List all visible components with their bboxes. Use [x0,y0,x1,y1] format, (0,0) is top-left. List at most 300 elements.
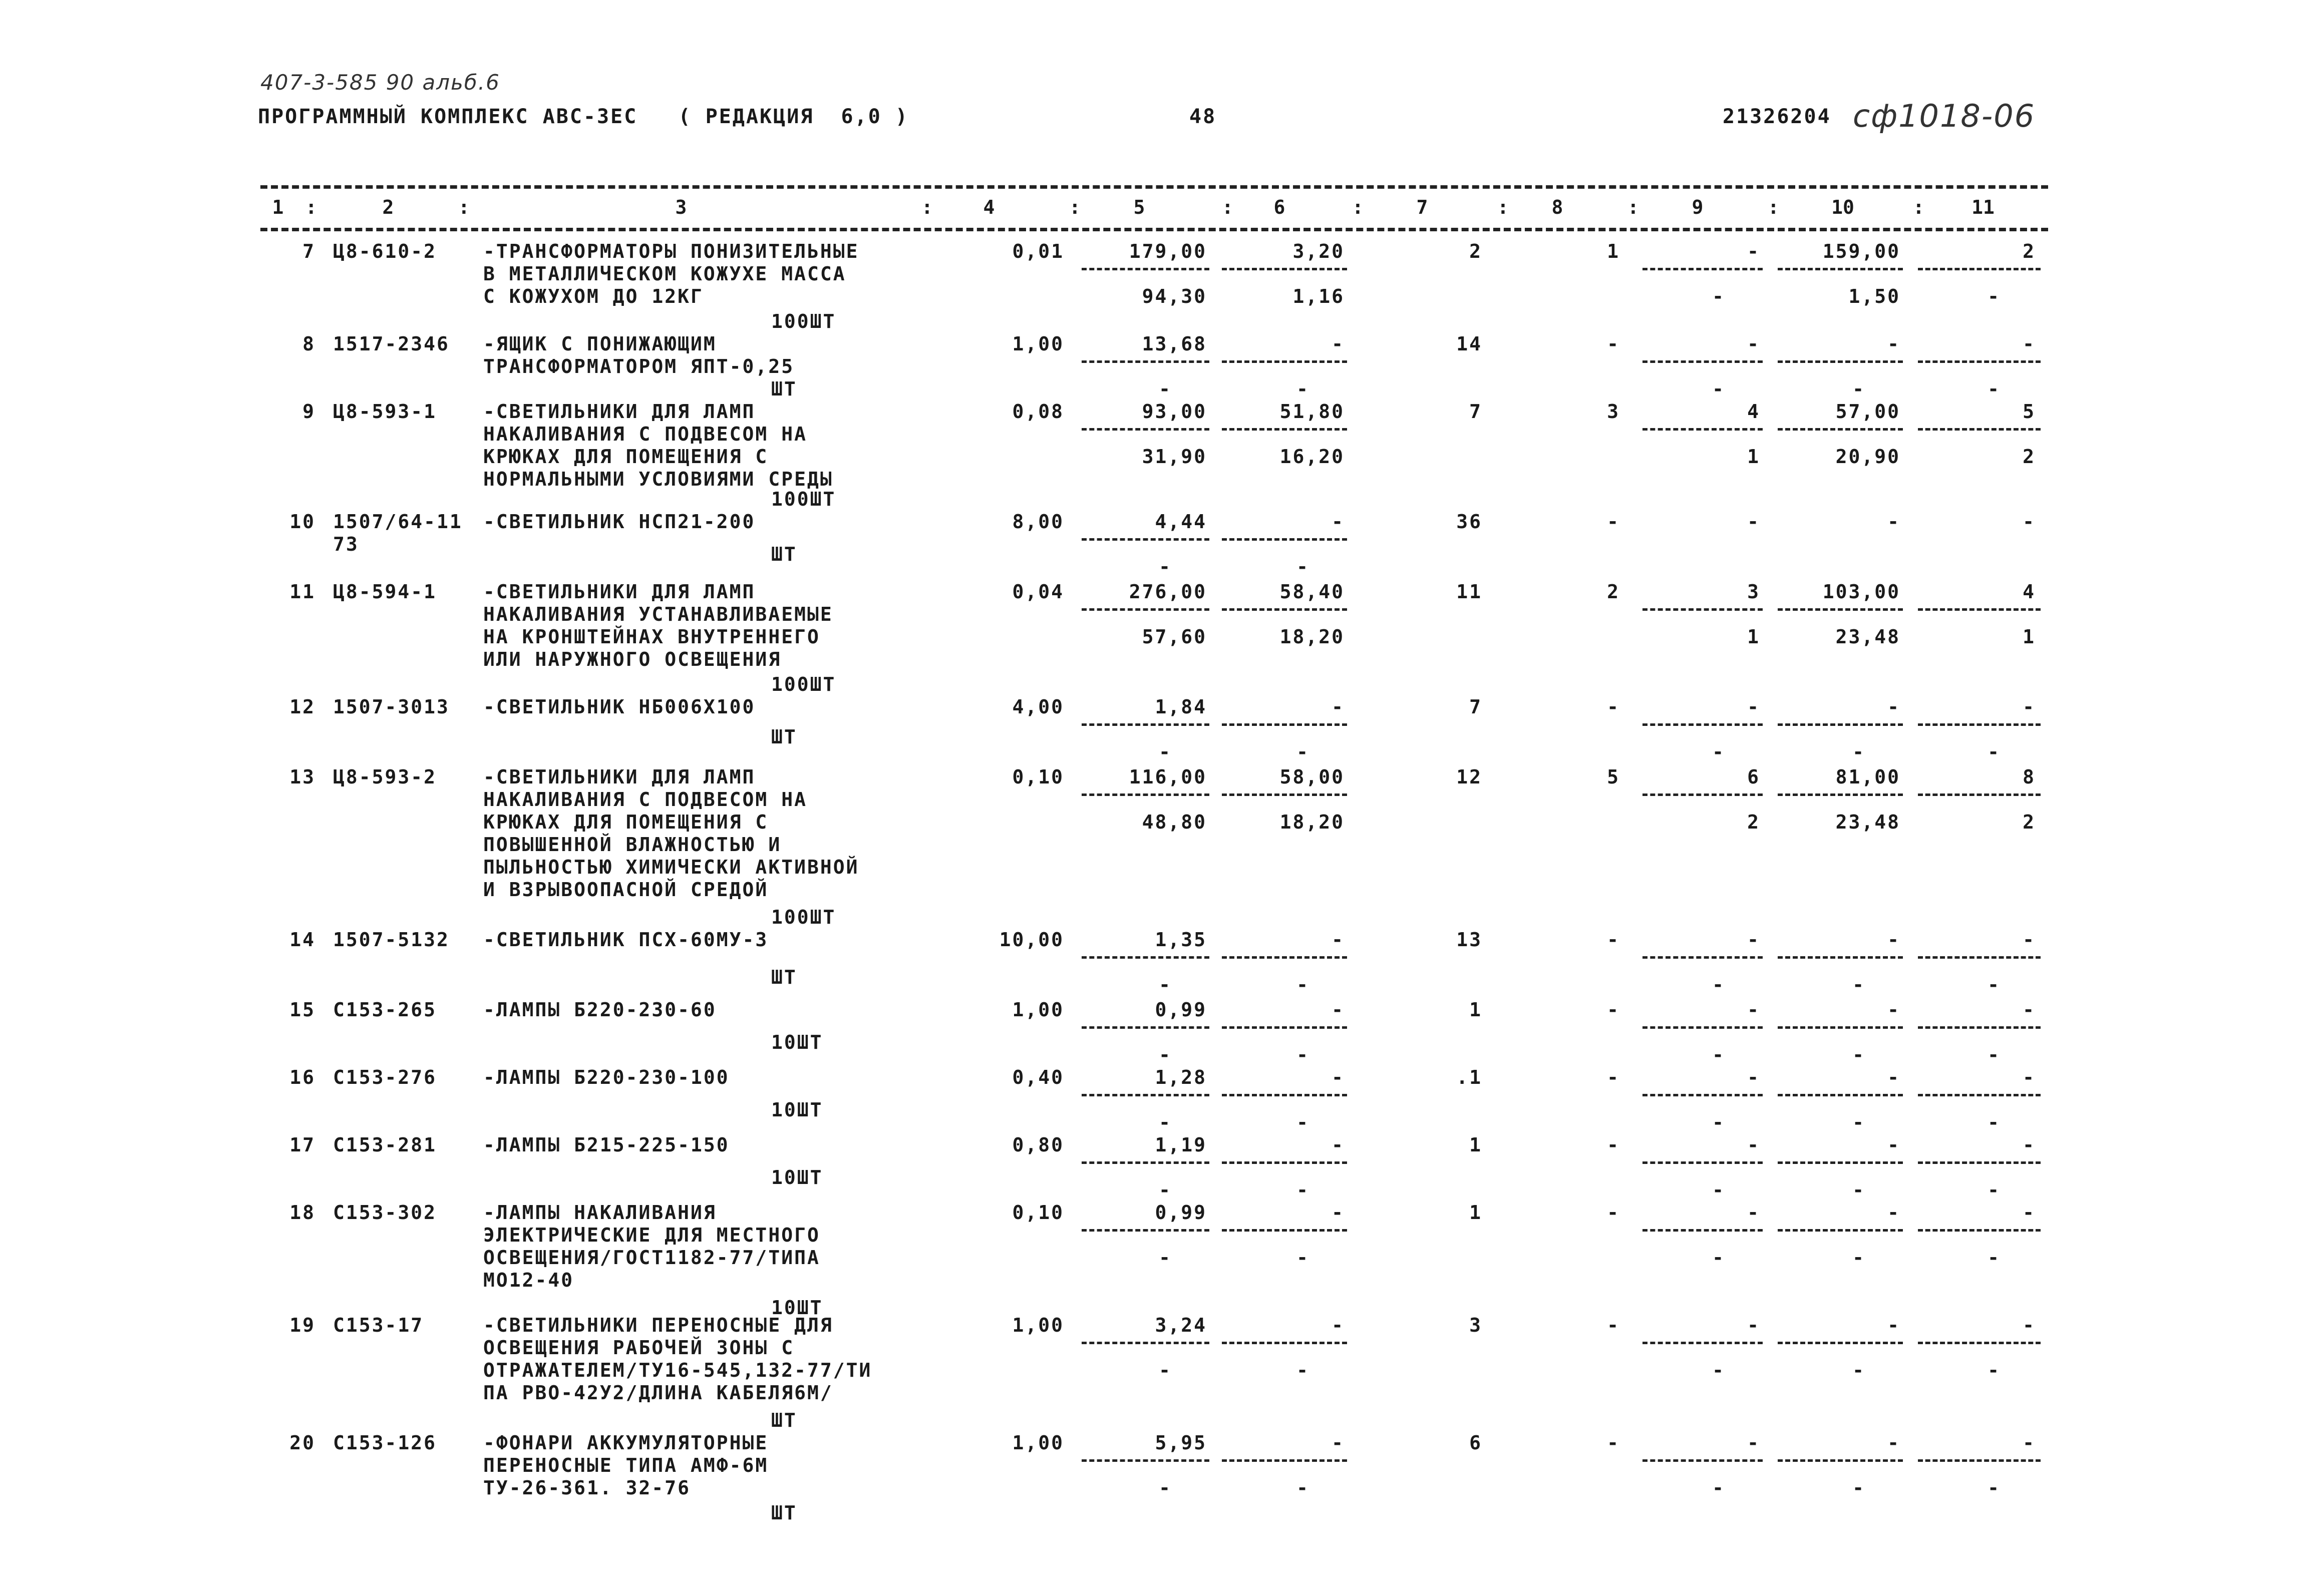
cell-divider [1222,268,1347,270]
row-description: -ЛАМПЫ НАКАЛИВАНИЯ ЭЛЕКТРИЧЕСКИЕ ДЛЯ МЕСТНОГО ОСВЕЩЕНИЯ/ГОСТ1182-77/ТИПА МО12-40 [483,1202,820,1291]
cell-c7: 14 [1456,333,1482,355]
cell-c5: 1,35 [1155,929,1207,951]
row-code: С153-265 [333,999,437,1021]
cell-divider [1642,428,1763,431]
row-number: 16 [289,1066,315,1088]
cell-divider [1082,1229,1209,1232]
cell-c9b: - [1712,1111,1725,1133]
cell-c5: 0,99 [1155,999,1207,1021]
cell-divider [1082,268,1209,270]
cell-c9b: - [1712,1247,1725,1269]
cell-divider [1222,1459,1347,1462]
column-header-5: 5 [1133,196,1145,218]
cell-c11: 4 [2023,581,2036,603]
column-header-4: 4 [983,196,995,218]
cell-divider [1082,793,1209,796]
cell-divider [1082,428,1209,431]
cell-c8: - [1607,696,1620,718]
cell-c10b: - [1852,1111,1865,1133]
column-header-10: 10 [1831,196,1854,218]
cell-c6b: - [1296,1111,1309,1133]
cell-c10: - [1887,1314,1900,1336]
cell-divider [1918,1342,2041,1344]
column-header-2: 2 [382,196,394,218]
row-unit: ШТ [771,378,797,400]
cell-c8: - [1607,1432,1620,1454]
cell-divider [1642,1161,1763,1164]
cell-c6b: 16,20 [1279,446,1345,468]
cell-c7: .1 [1456,1066,1482,1088]
cell-divider [1082,538,1209,541]
cell-c11: - [2023,1314,2036,1336]
cell-divider [1918,268,2041,270]
cell-divider [1222,1229,1347,1232]
cell-c4: 0,10 [1012,1202,1064,1224]
cell-divider [1778,723,1903,726]
row-code: 1507/64-11 73 [333,511,463,555]
cell-divider [1082,1459,1209,1462]
cell-c10: 159,00 [1822,240,1900,262]
cell-c10b: - [1852,974,1865,996]
cell-c5: 276,00 [1129,581,1207,603]
cell-c10b: - [1852,378,1865,400]
cell-c10: 103,00 [1822,581,1900,603]
cell-c10b: - [1852,741,1865,763]
cell-c6b: - [1296,1179,1309,1201]
column-separator: : [458,196,470,218]
cell-c6: 3,20 [1292,240,1345,262]
cell-c9: - [1747,1432,1760,1454]
row-description: -ФОНАРИ АККУМУЛЯТОРНЫЕ ПЕРЕНОСНЫЕ ТИПА АМФ-6М ТУ-26-361. 32-76 [483,1432,769,1499]
cell-c11: - [2023,696,2036,718]
cell-c4: 1,00 [1012,1432,1064,1454]
row-description: -СВЕТИЛЬНИКИ ДЛЯ ЛАМП НАКАЛИВАНИЯ УСТАНАВЛИВАЕМЫЕ НА КРОНШТЕЙНАХ ВНУТРЕННЕГО ИЛИ НАРУЖНОГО ОСВЕЩЕНИЯ [483,581,833,670]
cell-c11b: - [1988,1359,2001,1381]
cell-divider [1222,1342,1347,1344]
cell-divider [1642,1026,1763,1029]
cell-c11: - [2023,929,2036,951]
row-number: 8 [302,333,315,355]
cell-c11b: - [1988,974,2001,996]
cell-c4: 1,00 [1012,333,1064,355]
cell-divider [1222,360,1347,363]
cell-c7: 2 [1469,240,1482,262]
row-code: Ц8-594-1 [333,581,437,603]
cell-divider [1082,723,1209,726]
cell-c6: 58,40 [1279,581,1345,603]
cell-c10b: - [1852,1359,1865,1381]
cell-divider [1642,1459,1763,1462]
cell-c10: - [1887,929,1900,951]
row-number: 12 [289,696,315,718]
cell-c6b: - [1296,556,1309,578]
cell-c9b: - [1712,285,1725,307]
cell-c6: - [1332,1134,1345,1156]
column-separator: : [1222,196,1233,218]
cell-c10b: 20,90 [1835,446,1900,468]
cell-divider [1222,1094,1347,1096]
cell-c9: - [1747,1314,1760,1336]
cell-c5b: 94,30 [1142,285,1207,307]
cell-divider [1918,956,2041,959]
cell-divider [1918,1161,2041,1164]
cell-divider [1778,1161,1903,1164]
cell-c10b: - [1852,1179,1865,1201]
cell-divider [1778,1094,1903,1096]
row-description: -СВЕТИЛЬНИК ПСХ-60МУ-3 [483,929,769,951]
cell-c8: 2 [1607,581,1620,603]
cell-c11b: - [1988,1247,2001,1269]
cell-c6b: - [1296,1477,1309,1499]
row-description: -СВЕТИЛЬНИКИ ДЛЯ ЛАМП НАКАЛИВАНИЯ С ПОДВЕСОМ НА КРЮКАХ ДЛЯ ПОМЕЩЕНИЯ С НОРМАЛЬНЫМИ УСЛОВИЯМИ СРЕДЫ [483,401,833,490]
row-number: 14 [289,929,315,951]
cell-c9b: - [1712,1044,1725,1066]
row-number: 11 [289,581,315,603]
row-number: 7 [302,240,315,262]
cell-c8: 1 [1607,240,1620,262]
cell-c6: - [1332,1066,1345,1088]
cell-c9b: 2 [1747,811,1760,833]
row-code: Ц8-593-1 [333,401,437,423]
cell-c5: 179,00 [1129,240,1207,262]
cell-c5b: - [1159,974,1172,996]
cell-c11b: - [1988,1044,2001,1066]
cell-c11b: - [1988,1477,2001,1499]
cell-c9: - [1747,696,1760,718]
table-row [0,240,2307,332]
cell-c8: 3 [1607,401,1620,423]
cell-c9: - [1747,999,1760,1021]
cell-divider [1642,956,1763,959]
cell-divider [1642,1342,1763,1344]
cell-c9: 4 [1747,401,1760,423]
cell-c7: 3 [1469,1314,1482,1336]
cell-divider [1918,723,2041,726]
cell-c11: - [2023,511,2036,533]
cell-c7: 1 [1469,1202,1482,1224]
cell-c6b: - [1296,1247,1309,1269]
cell-divider [1918,1229,2041,1232]
cell-c7: 36 [1456,511,1482,533]
table-row [0,1314,2307,1431]
cell-divider [1778,1342,1903,1344]
column-header-3: 3 [675,196,687,218]
cell-c4: 0,10 [1012,766,1064,788]
cell-c10: 81,00 [1835,766,1900,788]
cell-c5b: - [1159,556,1172,578]
row-description: -СВЕТИЛЬНИКИ ДЛЯ ЛАМП НАКАЛИВАНИЯ С ПОДВЕСОМ НА КРЮКАХ ДЛЯ ПОМЕЩЕНИЯ С ПОВЫШЕННОЙ ВЛАЖНОСТЬЮ И ПЫЛЬНОСТЬЮ ХИМИЧЕСКИ АКТИВНОЙ И ВЗРЫВООПАСНОЙ СРЕДОЙ [483,766,859,901]
cell-c7: 12 [1456,766,1482,788]
cell-c4: 1,00 [1012,1314,1064,1336]
cell-divider [1642,608,1763,611]
cell-divider [1918,1026,2041,1029]
cell-divider [1778,956,1903,959]
column-header-11: 11 [1971,196,1995,218]
cell-c10b: - [1852,1044,1865,1066]
cell-divider [1222,793,1347,796]
cell-c5b: - [1159,741,1172,763]
cell-c5: 116,00 [1129,766,1207,788]
cell-c5b: - [1159,378,1172,400]
cell-c7: 7 [1469,401,1482,423]
cell-c6b: - [1296,1044,1309,1066]
cell-c4: 10,00 [999,929,1064,951]
cell-divider [1642,793,1763,796]
row-description: -ЯЩИК С ПОНИЖАЮЩИМ ТРАНСФОРМАТОРОМ ЯПТ-0,25 [483,333,795,377]
cell-divider [1222,428,1347,431]
cell-c7: 13 [1456,929,1482,951]
cell-c11: 2 [2023,240,2036,262]
cell-c5: 5,95 [1155,1432,1207,1454]
cell-divider [1222,538,1347,541]
cell-c4: 8,00 [1012,511,1064,533]
cell-divider [1778,268,1903,270]
table-row [0,1066,2307,1133]
cell-c5b: - [1159,1359,1172,1381]
row-unit: ШТ [771,966,797,988]
cell-c5b: 57,60 [1142,626,1207,648]
row-unit: 100ШТ [771,906,836,928]
row-description: -ЛАМПЫ Б220-230-100 [483,1066,730,1088]
cell-c5: 3,24 [1155,1314,1207,1336]
cell-divider [1918,1459,2041,1462]
cell-divider [1778,1229,1903,1232]
row-description: -СВЕТИЛЬНИК НСП21-200 [483,511,756,533]
column-separator: : [1069,196,1081,218]
cell-c10: - [1887,333,1900,355]
row-code: 1517-2346 [333,333,450,355]
cell-c5: 1,19 [1155,1134,1207,1156]
cell-c8: - [1607,1314,1620,1336]
cell-c6: - [1332,999,1345,1021]
cell-c10: - [1887,1066,1900,1088]
cell-divider [1082,1026,1209,1029]
row-unit: ШТ [771,1409,797,1431]
cell-c5b: 31,90 [1142,446,1207,468]
cell-c5: 13,68 [1142,333,1207,355]
cell-c10: - [1887,1134,1900,1156]
cell-c8: - [1607,929,1620,951]
cell-c11b: 1 [2023,626,2036,648]
row-number: 19 [289,1314,315,1336]
cell-c5: 4,44 [1155,511,1207,533]
cell-c8: 5 [1607,766,1620,788]
cell-c9b: 1 [1747,626,1760,648]
cell-c7: 1 [1469,1134,1482,1156]
row-description: -СВЕТИЛЬНИК НБ006Х100 [483,696,756,718]
cell-c10b: - [1852,1477,1865,1499]
cell-c10: - [1887,999,1900,1021]
table-header-rule [260,228,2048,231]
cell-c4: 1,00 [1012,999,1064,1021]
column-header-1: 1 [272,196,284,218]
cell-c6: - [1332,333,1345,355]
cell-divider [1642,1094,1763,1096]
cell-divider [1222,956,1347,959]
cell-divider [1778,1026,1903,1029]
cell-c6: - [1332,1202,1345,1224]
cell-divider [1642,360,1763,363]
cell-divider [1082,608,1209,611]
cell-c5b: - [1159,1111,1172,1133]
cell-c5b: 48,80 [1142,811,1207,833]
column-separator: : [1913,196,1924,218]
column-separator: : [921,196,933,218]
cell-c7: 7 [1469,696,1482,718]
row-description: -СВЕТИЛЬНИКИ ПЕРЕНОСНЫЕ ДЛЯ ОСВЕЩЕНИЯ РАБОЧЕЙ ЗОНЫ С ОТРАЖАТЕЛЕМ/ТУ16-545,132-77/ТИ ПА РВО-42У2/ДЛИНА КАБЕЛЯ6М/ [483,1314,872,1404]
cell-c10: - [1887,696,1900,718]
cell-divider [1918,1094,2041,1096]
cell-c9: - [1747,240,1760,262]
cell-c6: 51,80 [1279,401,1345,423]
cell-c9b: - [1712,741,1725,763]
cell-c8: - [1607,1202,1620,1224]
cell-divider [1918,608,2041,611]
cell-divider [1222,1161,1347,1164]
program-title: ПРОГРАММНЫЙ КОМПЛЕКС АВС-3ЕС ( РЕДАКЦИЯ 6,0 ) [258,105,909,128]
row-unit: ШТ [771,726,797,748]
row-code: Ц8-593-2 [333,766,437,788]
cell-c7: 11 [1456,581,1482,603]
row-code: Ц8-610-2 [333,240,437,262]
cell-divider [1778,1459,1903,1462]
row-description: -ЛАМПЫ Б215-225-150 [483,1134,730,1156]
column-separator: : [1497,196,1509,218]
row-unit: 100ШТ [771,673,836,695]
cell-c9b: - [1712,1359,1725,1381]
column-header-7: 7 [1416,196,1428,218]
cell-c8: - [1607,511,1620,533]
row-unit: ШТ [771,543,797,565]
row-unit: 10ШТ [771,1166,823,1188]
cell-c9b: 1 [1747,446,1760,468]
cell-divider [1082,1342,1209,1344]
cell-c11: - [2023,1202,2036,1224]
cell-c11b: 2 [2023,446,2036,468]
row-number: 9 [302,401,315,423]
cell-c5: 93,00 [1142,401,1207,423]
cell-c6: - [1332,511,1345,533]
cell-c11: - [2023,1066,2036,1088]
cell-c10: 57,00 [1835,401,1900,423]
column-separator: : [305,196,317,218]
cell-divider [1642,268,1763,270]
cell-c5b: - [1159,1044,1172,1066]
cell-divider [1778,360,1903,363]
row-number: 13 [289,766,315,788]
cell-divider [1918,793,2041,796]
row-number: 10 [289,511,315,533]
cell-c4: 0,80 [1012,1134,1064,1156]
cell-divider [1082,360,1209,363]
cell-c6b: - [1296,378,1309,400]
cell-c6: - [1332,696,1345,718]
cell-c6b: 18,20 [1279,626,1345,648]
row-code: С153-302 [333,1202,437,1224]
cell-c11b: - [1988,378,2001,400]
cell-c10: - [1887,511,1900,533]
document-code: 21326204 [1723,105,1831,128]
row-description: -ЛАМПЫ Б220-230-60 [483,999,717,1021]
cell-c10b: 23,48 [1835,811,1900,833]
cell-c4: 0,08 [1012,401,1064,423]
cell-c11b: - [1988,1111,2001,1133]
cell-c10b: - [1852,1247,1865,1269]
cell-c4: 0,01 [1012,240,1064,262]
cell-c10b: 23,48 [1835,626,1900,648]
row-number: 15 [289,999,315,1021]
row-unit: 10ШТ [771,1031,823,1053]
cell-divider [1778,793,1903,796]
row-code: 1507-5132 [333,929,450,951]
cell-c9: - [1747,1066,1760,1088]
row-unit: 10ШТ [771,1099,823,1121]
cell-c9: - [1747,1202,1760,1224]
cell-c7: 1 [1469,999,1482,1021]
cell-c10b: 1,50 [1848,285,1900,307]
cell-c6b: - [1296,741,1309,763]
cell-c4: 4,00 [1012,696,1064,718]
column-header-9: 9 [1692,196,1704,218]
cell-c11: 5 [2023,401,2036,423]
row-code: С153-281 [333,1134,437,1156]
cell-c8: - [1607,999,1620,1021]
cell-c8: - [1607,1134,1620,1156]
cell-c6b: 1,16 [1292,285,1345,307]
cell-c11b: - [1988,1179,2001,1201]
cell-c6b: 18,20 [1279,811,1345,833]
table-top-rule [260,185,2048,189]
row-number: 18 [289,1202,315,1224]
cell-c5: 1,28 [1155,1066,1207,1088]
cell-c9: 3 [1747,581,1760,603]
cell-c9b: - [1712,974,1725,996]
handwritten-note: сф1018-06 [1853,98,2036,134]
cell-c10: - [1887,1202,1900,1224]
cell-divider [1642,723,1763,726]
column-header-8: 8 [1551,196,1563,218]
cell-c6: - [1332,929,1345,951]
cell-c5: 1,84 [1155,696,1207,718]
row-code: С153-276 [333,1066,437,1088]
cell-divider [1642,1229,1763,1232]
column-header-6: 6 [1273,196,1285,218]
doc-reference: 407-3-585 90 альб.6 [260,70,500,95]
cell-divider [1082,1161,1209,1164]
row-unit: 100ШТ [771,310,836,332]
column-separator: : [1768,196,1779,218]
cell-c9: - [1747,929,1760,951]
cell-c9: - [1747,511,1760,533]
cell-divider [1778,608,1903,611]
cell-c5: 0,99 [1155,1202,1207,1224]
cell-c9b: - [1712,378,1725,400]
row-code: С153-17 [333,1314,424,1336]
cell-c5b: - [1159,1179,1172,1201]
row-unit: 100ШТ [771,488,836,510]
cell-c11: 8 [2023,766,2036,788]
cell-c9: - [1747,333,1760,355]
cell-c6b: - [1296,974,1309,996]
cell-c6: - [1332,1432,1345,1454]
cell-c4: 0,04 [1012,581,1064,603]
cell-c11: - [2023,999,2036,1021]
cell-c10: - [1887,1432,1900,1454]
row-number: 20 [289,1432,315,1454]
row-unit: ШТ [771,1502,797,1524]
cell-c11b: - [1988,741,2001,763]
row-code: С153-126 [333,1432,437,1454]
